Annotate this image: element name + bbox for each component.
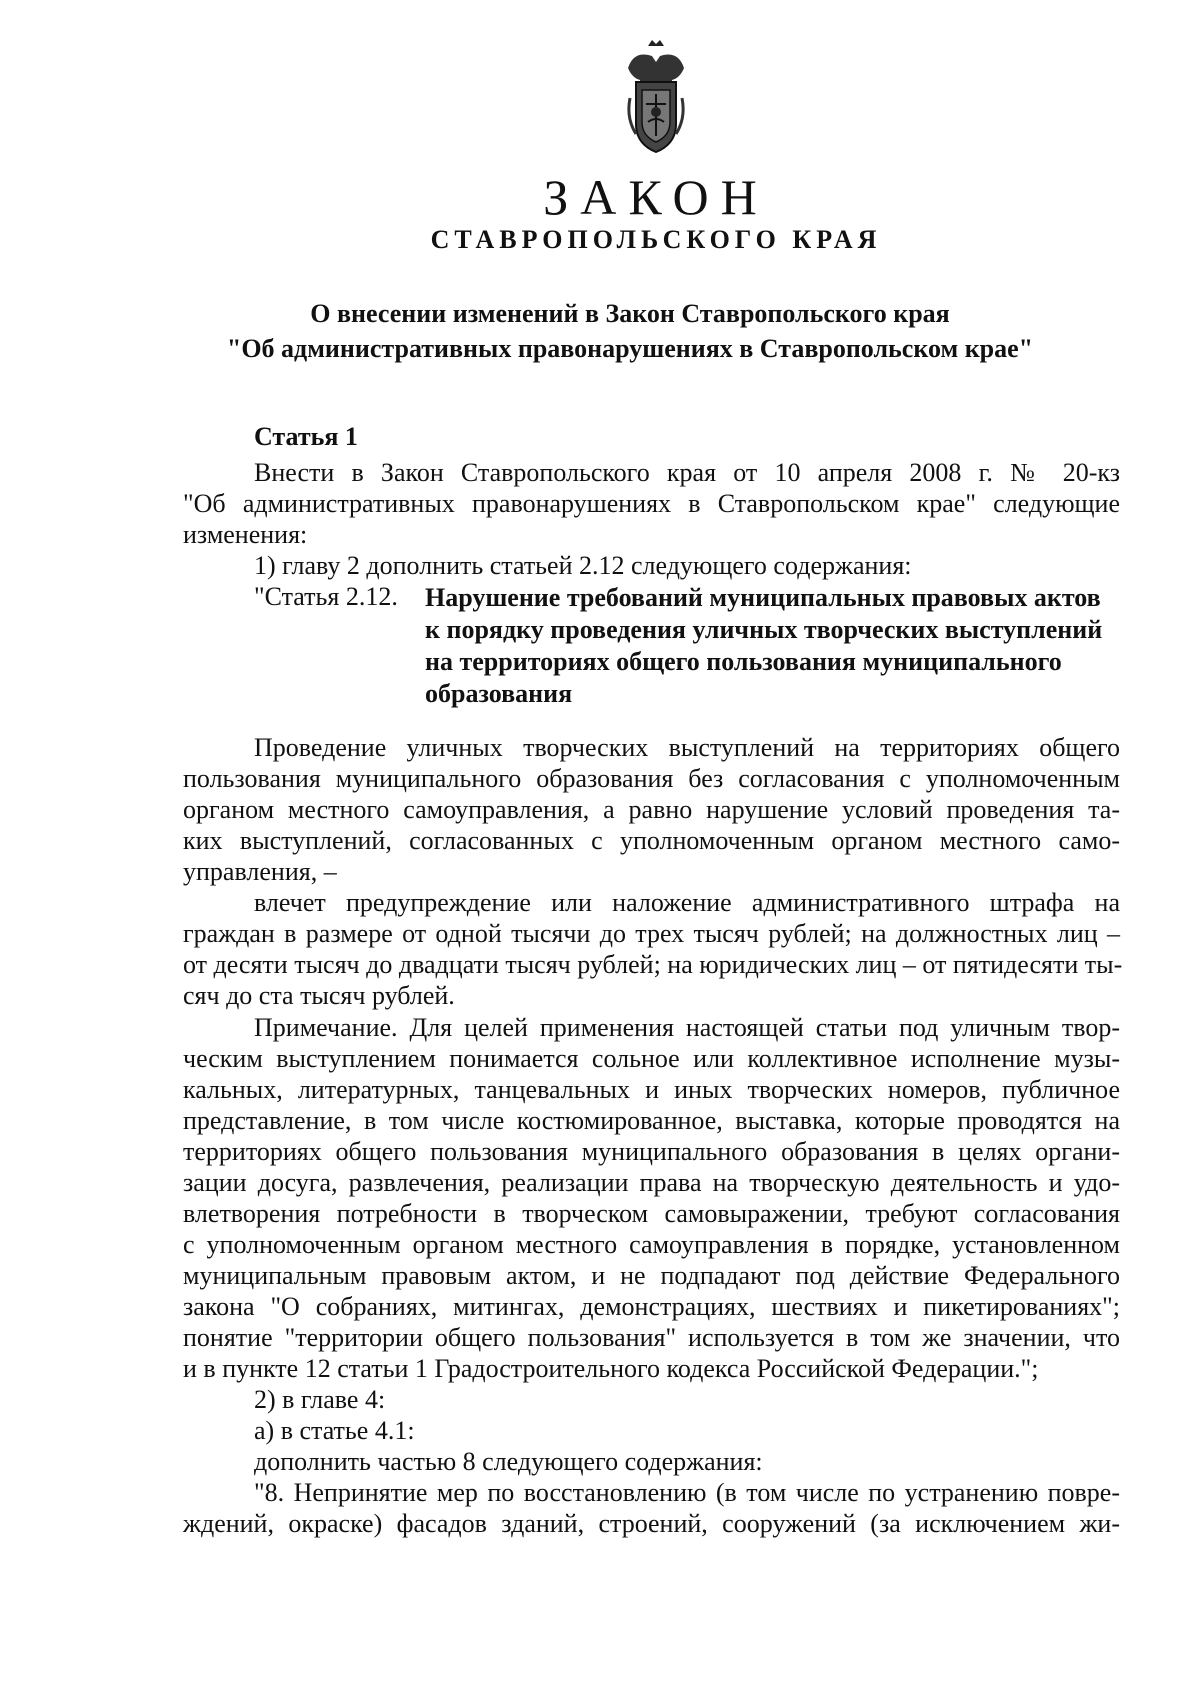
paragraph-line: представление, в том числе костюмированное, выставка, которые проводятся на xyxy=(183,1106,1120,1135)
paragraph-line: Внести в Закон Ставропольского края от 10 апреля 2008 г. № 20-кз xyxy=(254,458,1120,487)
paragraph-line: от десяти тысяч до двадцати тысяч рублей; на юридических лиц – от пятидесяти ты- xyxy=(183,950,1123,979)
paragraph-line: управления, – xyxy=(183,857,337,886)
paragraph-line: понятие "территории общего пользования" используется в том же значении, что xyxy=(183,1323,1120,1352)
paragraph-line: ких выступлений, согласованных с уполномоченным органом местного само- xyxy=(183,826,1120,855)
paragraph-line: сяч до ста тысяч рублей. xyxy=(183,981,455,1010)
paragraph-line: "8. Непринятие мер по восстановлению (в том числе по устранению повре- xyxy=(254,1478,1120,1507)
paragraph-line: территориях общего пользования муниципального образования в целях органи- xyxy=(183,1137,1120,1166)
paragraph-line: ческим выступлением понимается сольное или коллективное исполнение музы- xyxy=(183,1044,1120,1073)
paragraph-line: пользования муниципального образования без согласования с уполномоченным xyxy=(183,764,1120,793)
paragraph-line: влетворения потребности в творческом самовыражении, требуют согласования xyxy=(183,1199,1120,1228)
article-title-line: образования xyxy=(425,679,573,708)
paragraph-line: изменения: xyxy=(183,520,308,549)
paragraph-line: "Об административных правонарушениях в Ставропольском крае" следующие xyxy=(183,489,1120,518)
article-label: Статья 1 xyxy=(254,422,358,451)
law-heading-line-2: "Об административных правонарушениях в Ставропольском крае" xyxy=(226,334,1034,363)
paragraph-line: дополнить частью 8 следующего содержания: xyxy=(254,1447,763,1476)
article-title-line: Нарушение требований муниципальных правовых актов xyxy=(425,583,1101,612)
paragraph-line: влечет предупреждение или наложение административного штрафа на xyxy=(254,888,1120,917)
paragraph-line: с уполномоченным органом местного самоуправления в порядке, установленном xyxy=(183,1230,1120,1259)
article-title-line: к порядку проведения уличных творческих выступлений xyxy=(425,615,1103,644)
paragraph-line: и в пункте 12 статьи 1 Градостроительного кодекса Российской Федерации."; xyxy=(183,1354,1039,1383)
document-title: ЗАКОН xyxy=(543,169,769,225)
paragraph-line: ждений, окраске) фасадов зданий, строений, сооружений (за исключением жи- xyxy=(183,1509,1120,1538)
paragraph-line: органом местного самоуправления, а равно нарушение условий проведения та- xyxy=(183,795,1120,824)
paragraph-line: зации досуга, развлечения, реализации права на творческую деятельность и удо- xyxy=(183,1168,1120,1197)
article-title-line: на территориях общего пользования муниципального xyxy=(425,647,1062,676)
paragraph-line: кальных, литературных, танцевальных и иных творческих номеров, публичное xyxy=(183,1075,1120,1104)
new-article-title xyxy=(425,582,1123,710)
paragraph-line: Проведение уличных творческих выступлений на территориях общего xyxy=(254,733,1120,762)
document-subtitle: СТАВРОПОЛЬСКОГО КРАЯ xyxy=(430,225,882,254)
paragraph-line: муниципальным правовым актом, и не подпадают под действие Федерального xyxy=(183,1261,1120,1290)
list-item: а) в статье 4.1: xyxy=(254,1416,415,1445)
list-item: 2) в главе 4: xyxy=(254,1385,386,1414)
list-item: 1) главу 2 дополнить статьей 2.12 следующего содержания: xyxy=(254,551,912,580)
paragraph-line: закона "О собраниях, митингах, демонстрациях, шествиях и пикетированиях"; xyxy=(183,1292,1120,1321)
new-article-number: "Статья 2.12. xyxy=(254,582,398,611)
law-heading-line-1: О внесении изменений в Закон Ставропольского края xyxy=(310,299,950,328)
paragraph-line: Примечание. Для целей применения настоящей статьи под уличным твор- xyxy=(254,1013,1120,1042)
coat-of-arms-icon xyxy=(622,38,690,158)
paragraph-line: граждан в размере от одной тысячи до трех тысяч рублей; на должностных лиц – xyxy=(183,919,1120,948)
